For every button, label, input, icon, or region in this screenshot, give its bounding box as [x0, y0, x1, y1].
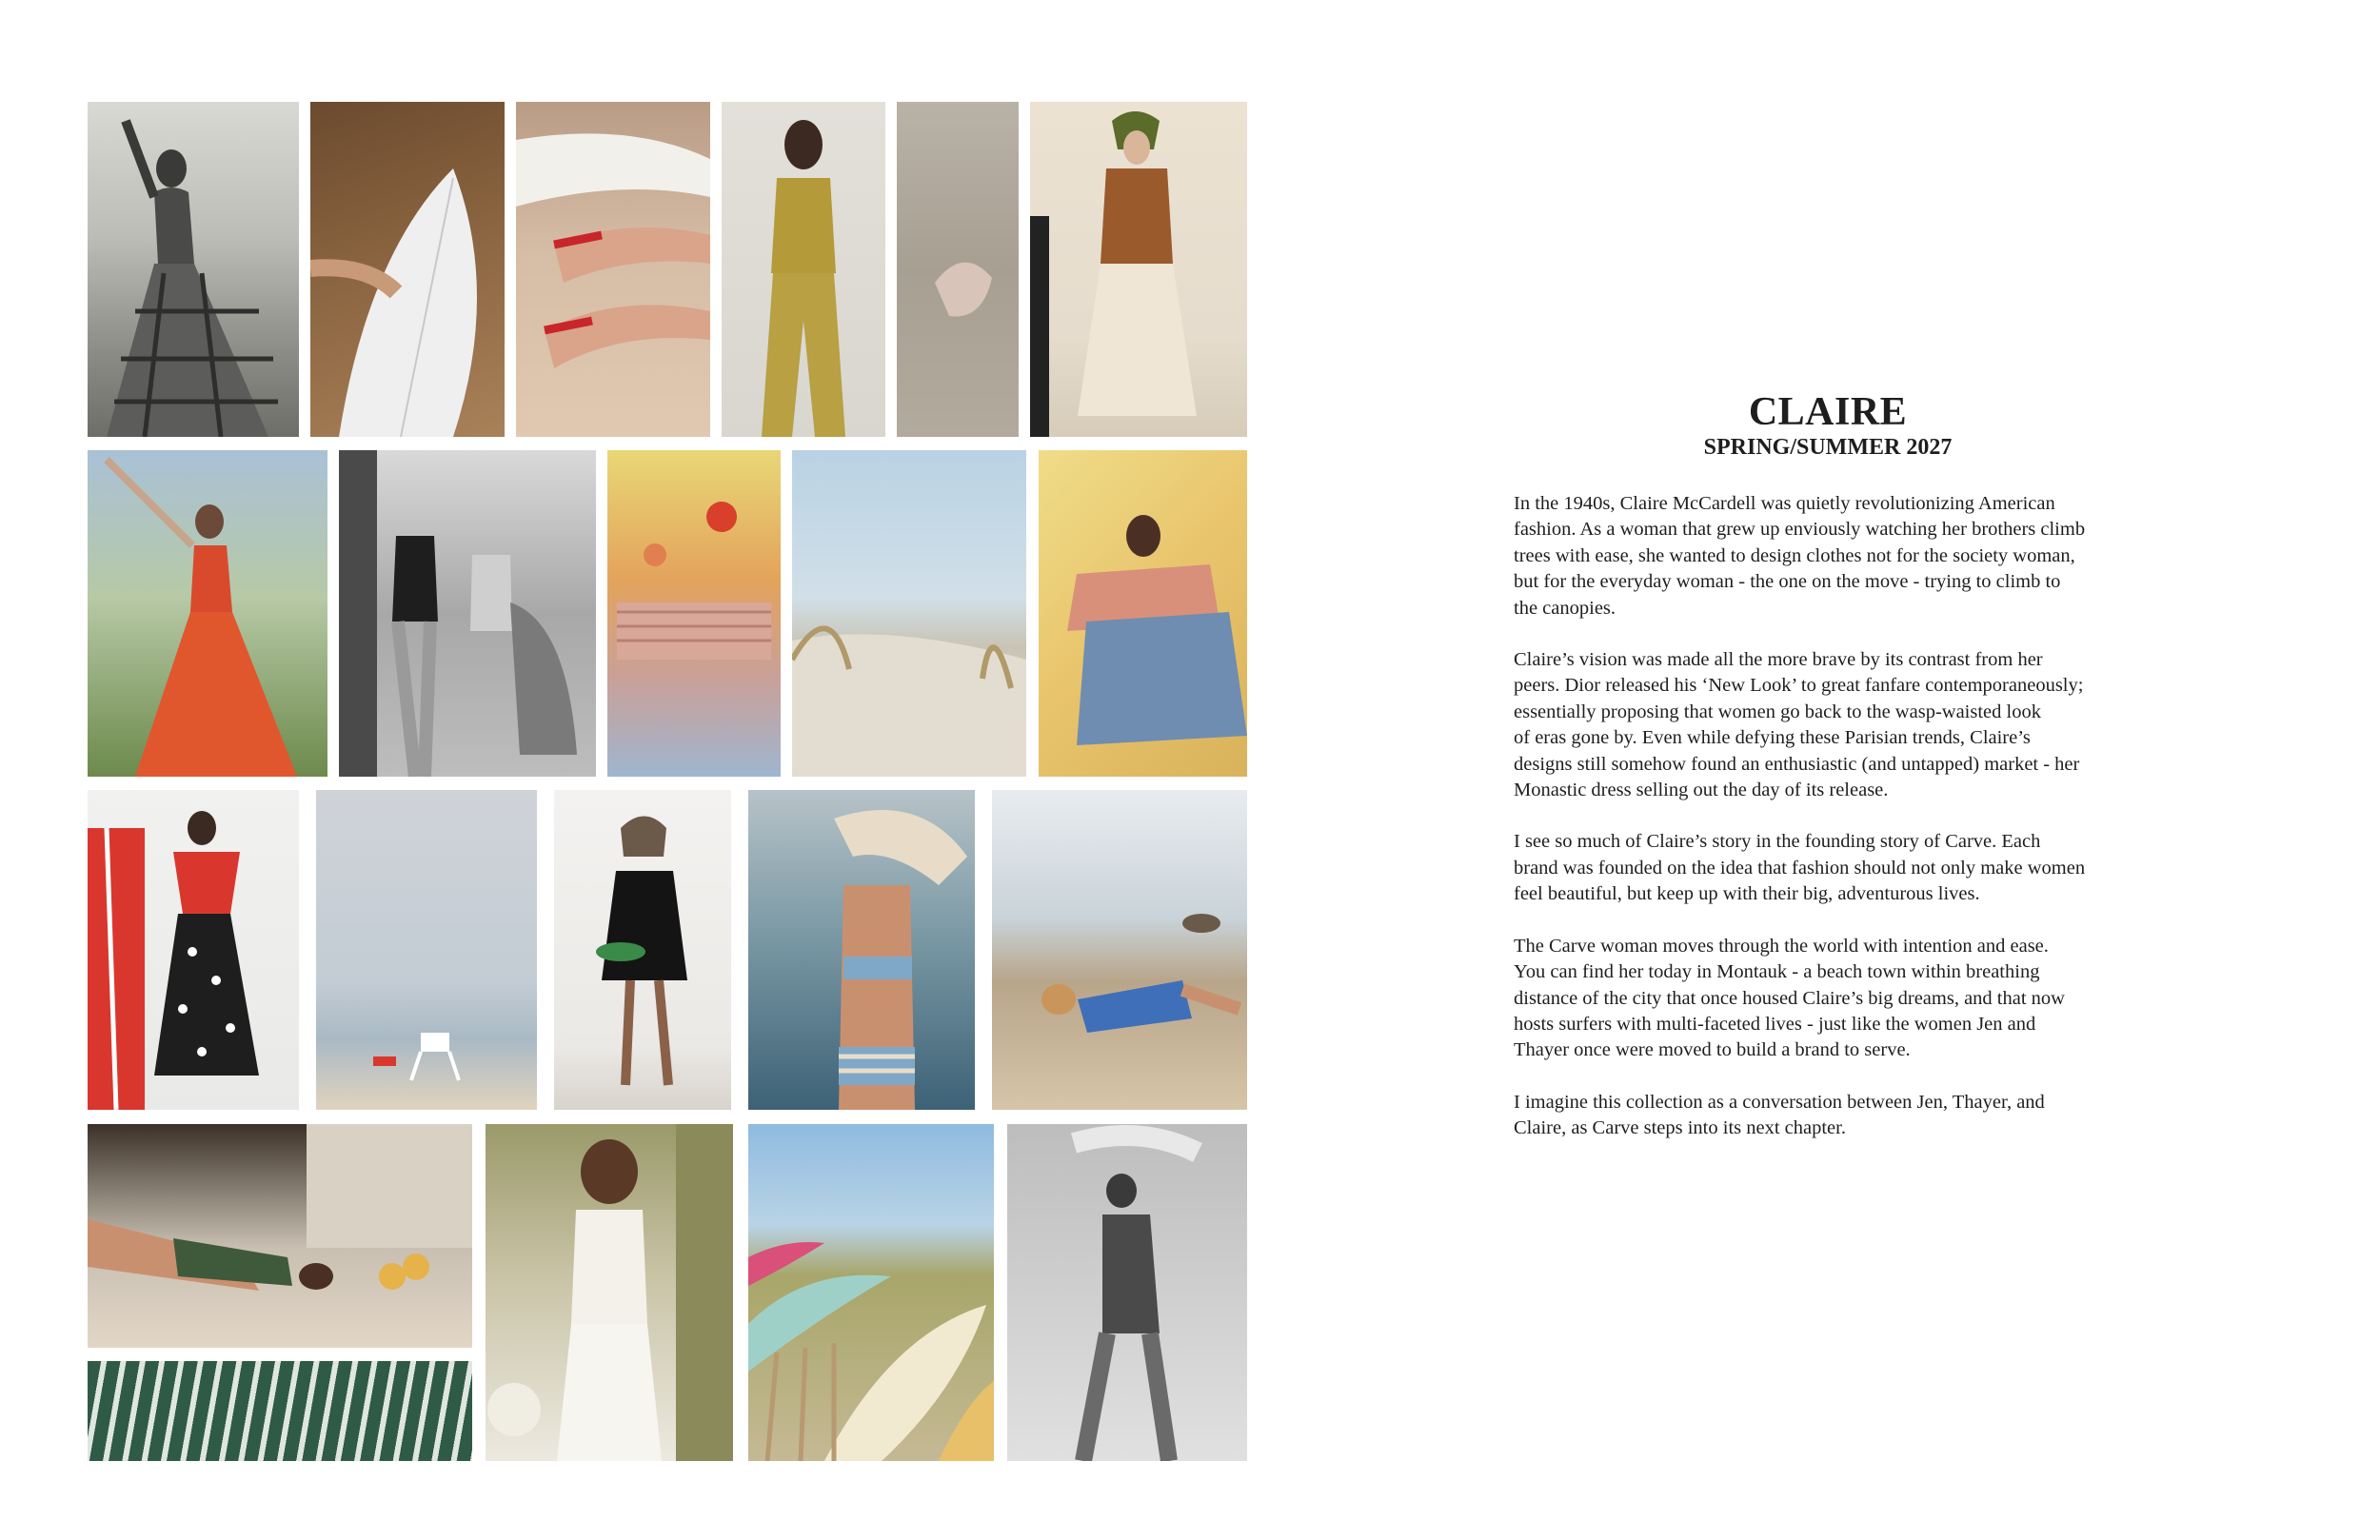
body-line: peers. Dior released his ‘New Look’ to great fanfare contemporaneously; [1514, 675, 2084, 697]
surfboards-shape [748, 1124, 994, 1461]
body-line: Thayer once were moved to build a brand to serve. [1514, 1039, 1911, 1061]
dunes-seascape-photo [792, 450, 1026, 777]
body-line: designs still somehow found an enthusiastic (and untapped) market - her [1514, 753, 2080, 775]
body-line: Monastic dress selling out the day of its release. [1514, 780, 1889, 801]
lifeguard-tower-shape [316, 790, 537, 1110]
collection-description [1514, 390, 2142, 1168]
body-line: of eras gone by. Even while defying these Parisian trends, Claire’s [1514, 727, 2031, 749]
feet-sandals-shape [516, 102, 710, 437]
surfboard-polka-skirt-photo [88, 790, 299, 1110]
gold-jacquard-set-photo [722, 102, 885, 437]
surfboard-shape [310, 102, 505, 437]
red-halter-dress-photo [88, 450, 327, 777]
body-paragraph [1514, 934, 2142, 1064]
body-line: essentially proposing that women go back to the wasp-waisted look [1514, 701, 2041, 722]
body-line: hosts surfers with multi-faceted lives - just like the women Jen and [1514, 1013, 2036, 1035]
figure-silhouette [722, 102, 885, 437]
figure-silhouette [992, 790, 1247, 1110]
figure-silhouette [88, 450, 327, 777]
figure-silhouette [88, 790, 299, 1110]
green-stripe-fabric-photo [88, 1361, 472, 1461]
vintage-beach-swimwear-photo [339, 450, 596, 777]
fabric-shape [607, 450, 781, 777]
surfboards-fence-photo [748, 1124, 994, 1461]
striped-bikini-photo [748, 790, 975, 1110]
dune-shape [792, 450, 1026, 777]
blue-skirt-seated-photo [1039, 450, 1247, 777]
body-line: Claire, as Carve steps into its next chapter. [1514, 1117, 1846, 1139]
figure-silhouette [1030, 102, 1247, 437]
figure-silhouette [1039, 450, 1247, 777]
figures-silhouette [339, 450, 596, 777]
body-paragraph [1514, 829, 2142, 907]
red-sandals-surfboard-photo [516, 102, 710, 437]
blue-swimsuit-beach-photo [992, 790, 1247, 1110]
body-paragraph [1514, 491, 2142, 622]
body-line: the canopies. [1514, 597, 1616, 619]
white-vest-trousers-photo [486, 1124, 733, 1461]
body-paragraph [1514, 1090, 2142, 1142]
body-line: You can find her today in Montauk - a beach town within breathing [1514, 961, 2040, 983]
surfboard-sand-photo [310, 102, 505, 437]
body-line: In the 1940s, Claire McCardell was quietly revolutionizing American [1514, 493, 2055, 514]
body-line: I see so much of Claire’s story in the founding story of Carve. Each [1514, 831, 2041, 853]
figure-silhouette [748, 790, 975, 1110]
body-line: fashion. As a woman that grew up enviously watching her brothers climb [1514, 519, 2086, 541]
figure-silhouette [88, 102, 299, 437]
body-line: The Carve woman moves through the world with intention and ease. [1514, 935, 2049, 957]
green-romper-lounging-photo [88, 1124, 472, 1348]
figure-silhouette [88, 1124, 472, 1348]
body-line: trees with ease, she wanted to design clothes not for the society woman, [1514, 544, 2075, 566]
lifeguard-beach-photo [316, 790, 537, 1110]
body-line: distance of the city that once housed Claire’s big dreams, and that now [1514, 987, 2065, 1009]
body-line: feel beautiful, but keep up with their big, adventurous lives. [1514, 883, 1980, 905]
body-paragraph [1514, 647, 2142, 803]
body-line: Claire’s vision was made all the more brave by its contrast from her [1514, 649, 2043, 671]
collection-title: CLAIRE [1748, 390, 1908, 434]
black-mini-dress-photo [554, 790, 731, 1110]
floral-ruched-top-photo [607, 450, 781, 777]
seashell-sand-photo [897, 102, 1019, 437]
body-line: but for the everyday woman - the one on the move - trying to climb to [1514, 571, 2061, 593]
vintage-dress-photo [88, 102, 299, 437]
collection-season: SPRING/SUMMER 2027 [1703, 435, 1953, 460]
figure-silhouette [554, 790, 731, 1110]
body-line: brand was founded on the idea that fashion should not only make women [1514, 857, 2086, 879]
seashell-shape [897, 102, 1019, 437]
headscarf-runway-photo [1030, 102, 1247, 437]
figure-silhouette [1007, 1124, 1247, 1461]
body-line: I imagine this collection as a conversation between Jen, Thayer, and [1514, 1091, 2045, 1113]
vintage-bw-swimsuit-photo [1007, 1124, 1247, 1461]
figure-silhouette [486, 1124, 733, 1461]
